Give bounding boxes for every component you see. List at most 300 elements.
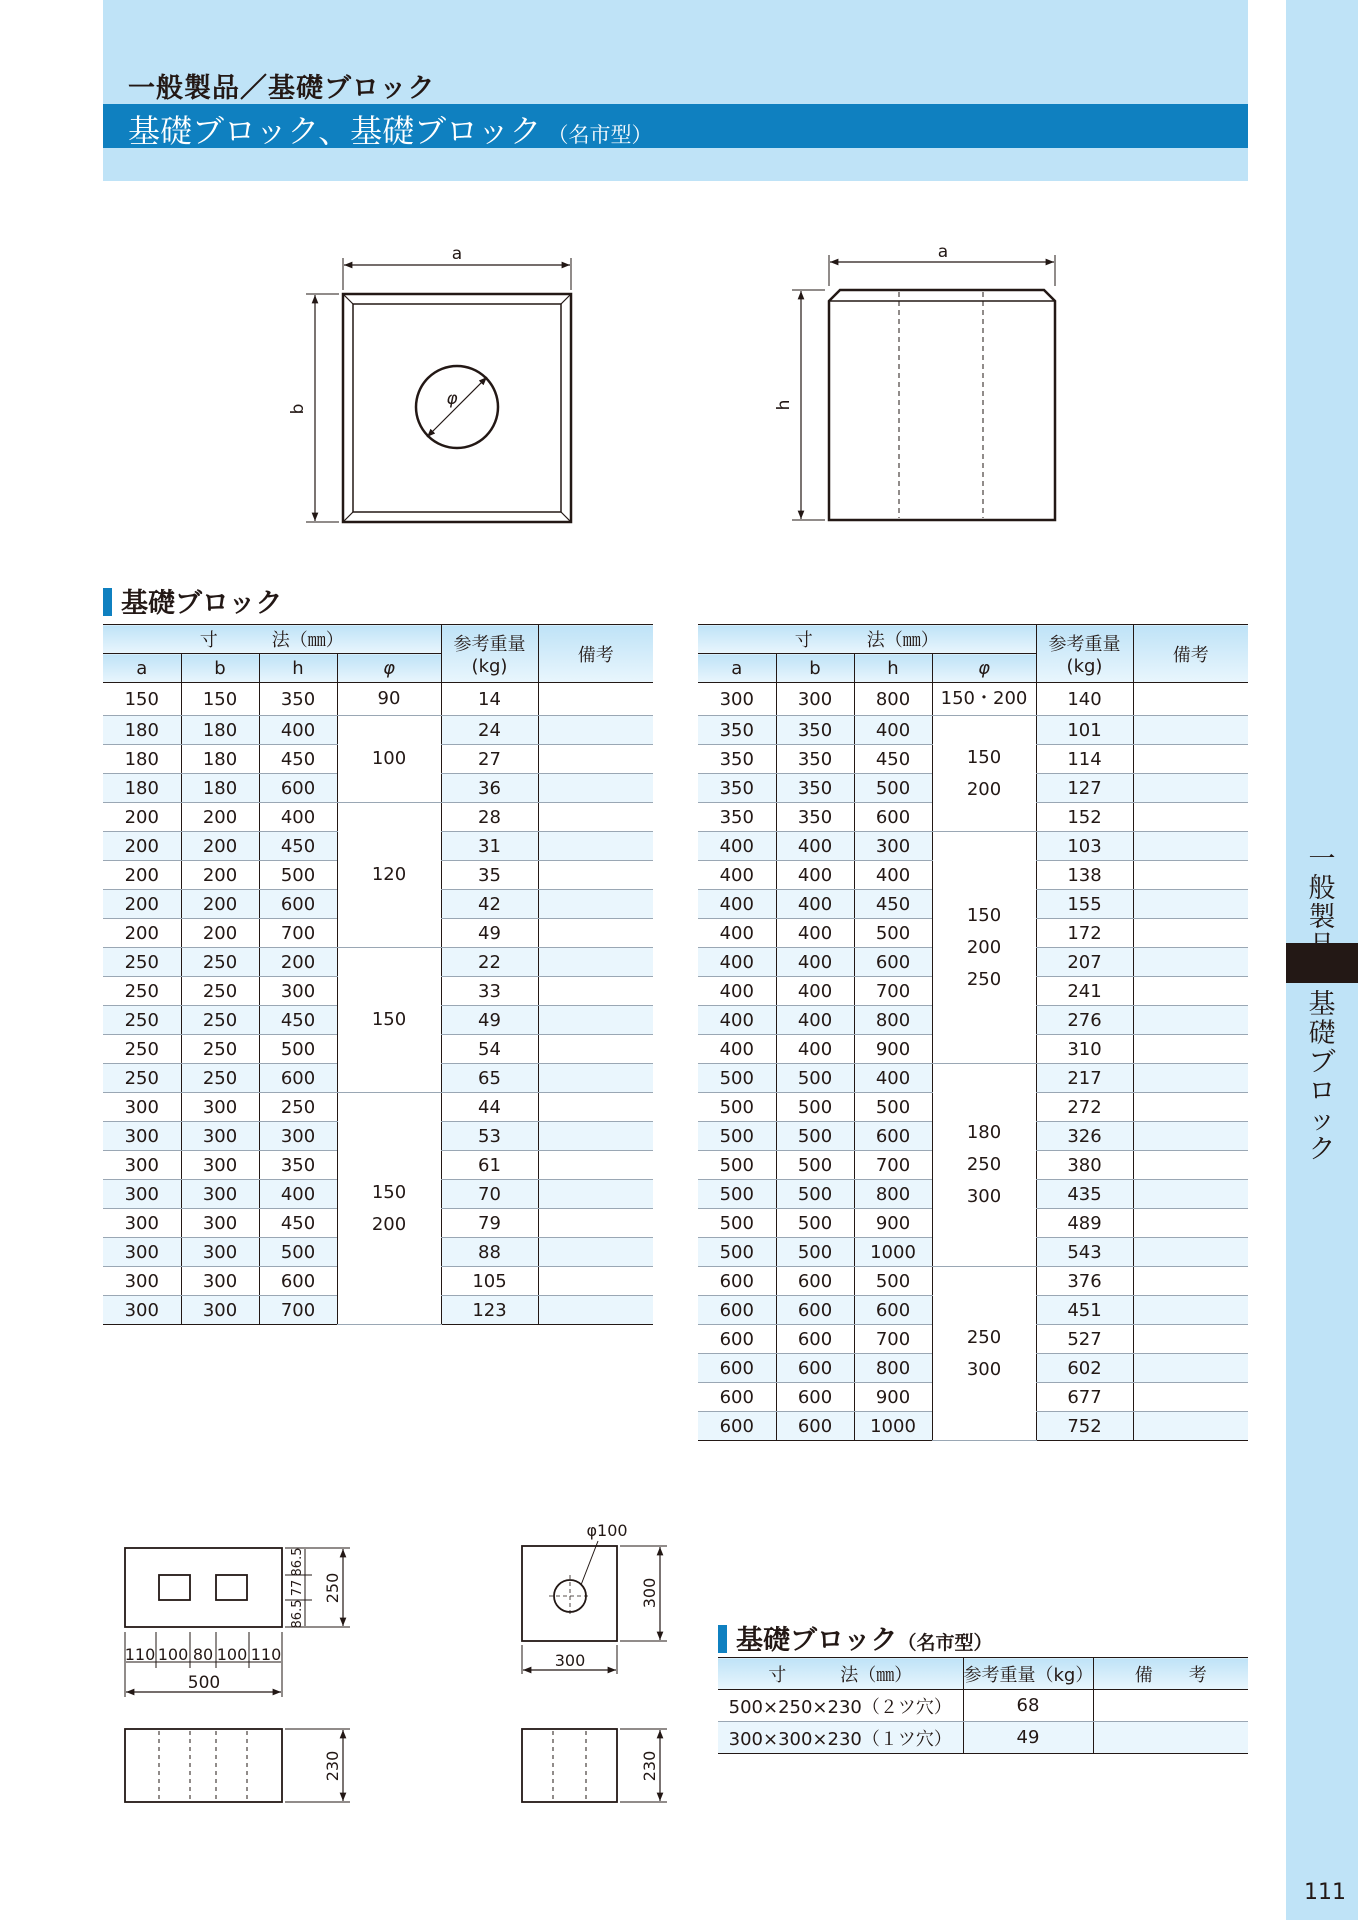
section2-title bbox=[718, 1618, 992, 1657]
side-index-subcategory: 基礎ブロック bbox=[1308, 989, 1336, 1165]
cell-h: 800 bbox=[854, 683, 932, 716]
header-remarks: 備考 bbox=[538, 625, 653, 683]
cell-a: 400 bbox=[698, 948, 776, 977]
cell-weight: 435 bbox=[1036, 1180, 1133, 1209]
cell-b: 400 bbox=[776, 1035, 854, 1064]
cell-h: 400 bbox=[854, 716, 932, 745]
dim-b-label: b bbox=[288, 403, 308, 415]
cell-remarks bbox=[1133, 1267, 1248, 1296]
dim-500: 500 bbox=[187, 1673, 221, 1693]
cell-weight: 677 bbox=[1036, 1383, 1133, 1412]
cell-remarks bbox=[1133, 803, 1248, 832]
cell-weight: 489 bbox=[1036, 1209, 1133, 1238]
table-row bbox=[103, 716, 653, 745]
cell-a: 250 bbox=[103, 1035, 181, 1064]
phi-value: 150 bbox=[371, 1009, 407, 1030]
cell-b: 150 bbox=[181, 683, 259, 716]
cell-phi bbox=[932, 1064, 1036, 1267]
cell-h: 900 bbox=[854, 1035, 932, 1064]
cell-remarks bbox=[538, 919, 653, 948]
cell-b: 350 bbox=[776, 745, 854, 774]
cell-b: 400 bbox=[776, 1006, 854, 1035]
cell-weight: 101 bbox=[1036, 716, 1133, 745]
cell-a: 300 bbox=[103, 1296, 181, 1325]
cell-a: 400 bbox=[698, 890, 776, 919]
cell-remarks bbox=[1133, 1296, 1248, 1325]
cell-remarks bbox=[538, 774, 653, 803]
cell-a: 300 bbox=[698, 683, 776, 716]
meishi-header-remarks: 備 考 bbox=[1093, 1658, 1248, 1690]
header-a: a bbox=[698, 654, 776, 683]
cell-weight: 31 bbox=[441, 832, 538, 861]
cell-remarks bbox=[538, 683, 653, 716]
cell-a: 300 bbox=[103, 1093, 181, 1122]
cell-a: 400 bbox=[698, 1006, 776, 1035]
meishi-header-weight: 参考重量（kg） bbox=[963, 1658, 1093, 1690]
spec-table-left bbox=[103, 624, 653, 1325]
cell-weight: 61 bbox=[441, 1151, 538, 1180]
header-weight-unit: (kg) bbox=[1066, 656, 1103, 677]
cell-remarks bbox=[538, 716, 653, 745]
cell-b: 300 bbox=[181, 1267, 259, 1296]
cell-weight: 155 bbox=[1036, 890, 1133, 919]
dim-230-a: 230 bbox=[323, 1750, 342, 1782]
section2-title-suffix: （名市型） bbox=[897, 1632, 993, 1654]
cell-b: 300 bbox=[181, 1180, 259, 1209]
cell-weight: 42 bbox=[441, 890, 538, 919]
header-weight-label: 参考重量 bbox=[1048, 634, 1121, 655]
cell-weight: 105 bbox=[441, 1267, 538, 1296]
dim-250: 250 bbox=[323, 1572, 342, 1604]
cell-a: 350 bbox=[698, 803, 776, 832]
table-row bbox=[718, 1722, 1248, 1754]
cell-remarks bbox=[1133, 745, 1248, 774]
cell-a: 500 bbox=[698, 1064, 776, 1093]
cell-weight: 14 bbox=[441, 683, 538, 716]
phi-value: 150 bbox=[966, 904, 1002, 926]
cell-a: 200 bbox=[103, 832, 181, 861]
table-row bbox=[103, 948, 653, 977]
cell-remarks bbox=[1133, 1180, 1248, 1209]
cell-weight: 49 bbox=[441, 919, 538, 948]
cell-remarks bbox=[1133, 1412, 1248, 1441]
cell-h: 500 bbox=[854, 919, 932, 948]
cell-h: 700 bbox=[259, 919, 337, 948]
page-title-text: 基礎ブロック、基礎ブロック bbox=[128, 112, 542, 150]
cell-h: 700 bbox=[854, 1151, 932, 1180]
cell-remarks bbox=[1133, 861, 1248, 890]
cell-h: 350 bbox=[259, 1151, 337, 1180]
cell-h: 600 bbox=[854, 803, 932, 832]
cell-h: 500 bbox=[854, 1267, 932, 1296]
cell-h: 500 bbox=[259, 1035, 337, 1064]
header-b: b bbox=[776, 654, 854, 683]
dim-110-right: 110 bbox=[250, 1645, 282, 1664]
cell-h: 500 bbox=[854, 1093, 932, 1122]
cell-b: 600 bbox=[776, 1267, 854, 1296]
cell-b: 300 bbox=[181, 1296, 259, 1325]
cell-remarks bbox=[1133, 774, 1248, 803]
cell-b: 400 bbox=[776, 977, 854, 1006]
cell-weight: 276 bbox=[1036, 1006, 1133, 1035]
cell-b: 250 bbox=[181, 977, 259, 1006]
cell-a: 300 bbox=[103, 1209, 181, 1238]
cell-h: 600 bbox=[259, 774, 337, 803]
cell-weight: 172 bbox=[1036, 919, 1133, 948]
cell-remarks bbox=[1133, 1093, 1248, 1122]
table-row bbox=[698, 683, 1248, 716]
cell-remarks bbox=[1133, 716, 1248, 745]
block-plan-drawing bbox=[306, 258, 571, 522]
cell-weight: 138 bbox=[1036, 861, 1133, 890]
cell-weight: 28 bbox=[441, 803, 538, 832]
dim-110-left: 110 bbox=[124, 1645, 156, 1664]
cell-a: 250 bbox=[103, 977, 181, 1006]
meishi-weight-2: 49 bbox=[963, 1722, 1093, 1754]
cell-a: 400 bbox=[698, 919, 776, 948]
meishi-spec-table bbox=[718, 1657, 1248, 1754]
section-marker bbox=[718, 1625, 727, 1653]
dim-86-5-top: 86.5 bbox=[290, 1547, 305, 1577]
cell-b: 400 bbox=[776, 919, 854, 948]
page-number: 111 bbox=[1304, 1880, 1346, 1905]
cell-h: 600 bbox=[259, 1064, 337, 1093]
cell-weight: 22 bbox=[441, 948, 538, 977]
cell-a: 600 bbox=[698, 1325, 776, 1354]
header-h: h bbox=[854, 654, 932, 683]
cell-h: 300 bbox=[854, 832, 932, 861]
cell-phi bbox=[337, 683, 441, 716]
cell-weight: 49 bbox=[441, 1006, 538, 1035]
cell-phi bbox=[932, 716, 1036, 832]
cell-a: 200 bbox=[103, 919, 181, 948]
cell-a: 200 bbox=[103, 890, 181, 919]
cell-weight: 44 bbox=[441, 1093, 538, 1122]
header-phi: φ bbox=[932, 654, 1036, 683]
cell-remarks bbox=[1133, 1354, 1248, 1383]
cell-remarks bbox=[538, 1238, 653, 1267]
phi-value: 250 bbox=[966, 968, 1002, 990]
cell-a: 500 bbox=[698, 1093, 776, 1122]
cell-h: 250 bbox=[259, 1093, 337, 1122]
cell-phi bbox=[337, 803, 441, 948]
cell-b: 200 bbox=[181, 803, 259, 832]
cell-weight: 114 bbox=[1036, 745, 1133, 774]
cell-remarks bbox=[538, 1209, 653, 1238]
cell-h: 800 bbox=[854, 1180, 932, 1209]
cell-remarks bbox=[1133, 832, 1248, 861]
cell-h: 450 bbox=[259, 1209, 337, 1238]
cell-remarks bbox=[538, 890, 653, 919]
header-weight-label: 参考重量 bbox=[453, 634, 526, 655]
cell-b: 200 bbox=[181, 861, 259, 890]
cell-h: 500 bbox=[854, 774, 932, 803]
dim-phi100: φ100 bbox=[586, 1521, 628, 1540]
table-row bbox=[718, 1690, 1248, 1722]
dim-80: 80 bbox=[192, 1645, 214, 1664]
cell-remarks bbox=[538, 1122, 653, 1151]
cell-h: 700 bbox=[259, 1296, 337, 1325]
cell-remarks bbox=[1133, 1064, 1248, 1093]
cell-b: 400 bbox=[776, 890, 854, 919]
cell-weight: 24 bbox=[441, 716, 538, 745]
cell-weight: 602 bbox=[1036, 1354, 1133, 1383]
cell-a: 500 bbox=[698, 1209, 776, 1238]
cell-weight: 310 bbox=[1036, 1035, 1133, 1064]
meishi-remarks-1 bbox=[1093, 1690, 1248, 1722]
dim-100-right: 100 bbox=[216, 1645, 248, 1664]
phi-value: 120 bbox=[371, 864, 407, 885]
table-row bbox=[698, 1064, 1248, 1093]
header-a: a bbox=[103, 654, 181, 683]
cell-remarks bbox=[1133, 1209, 1248, 1238]
cell-a: 180 bbox=[103, 774, 181, 803]
meishi-header-dims: 寸 法（㎜） bbox=[718, 1658, 963, 1690]
cell-b: 300 bbox=[181, 1093, 259, 1122]
header-weight bbox=[441, 625, 538, 683]
cell-weight: 33 bbox=[441, 977, 538, 1006]
cell-remarks bbox=[1133, 1238, 1248, 1267]
cell-weight: 241 bbox=[1036, 977, 1133, 1006]
cell-h: 300 bbox=[259, 977, 337, 1006]
cell-b: 200 bbox=[181, 832, 259, 861]
cell-a: 250 bbox=[103, 1064, 181, 1093]
cell-weight: 123 bbox=[441, 1296, 538, 1325]
cell-a: 600 bbox=[698, 1267, 776, 1296]
cell-weight: 752 bbox=[1036, 1412, 1133, 1441]
section-marker bbox=[103, 588, 112, 616]
cell-h: 600 bbox=[259, 890, 337, 919]
cell-weight: 326 bbox=[1036, 1122, 1133, 1151]
cell-remarks bbox=[1133, 890, 1248, 919]
cell-h: 500 bbox=[259, 1238, 337, 1267]
section2-title-text: 基礎ブロック bbox=[736, 1625, 898, 1656]
cell-remarks bbox=[538, 1064, 653, 1093]
side-index-category: 一般製 bbox=[1308, 844, 1336, 933]
cell-b: 200 bbox=[181, 919, 259, 948]
cell-a: 350 bbox=[698, 774, 776, 803]
cell-h: 450 bbox=[259, 1006, 337, 1035]
table-row bbox=[103, 683, 653, 716]
cell-remarks bbox=[538, 803, 653, 832]
cell-b: 600 bbox=[776, 1354, 854, 1383]
cell-weight: 543 bbox=[1036, 1238, 1133, 1267]
cell-h: 450 bbox=[259, 745, 337, 774]
meishi-dims-1: 500×250×230（２ツ穴） bbox=[718, 1690, 963, 1722]
table-row bbox=[698, 1267, 1248, 1296]
cell-h: 200 bbox=[259, 948, 337, 977]
spec-table-right bbox=[698, 624, 1248, 1441]
phi-value: 150 bbox=[371, 1181, 407, 1203]
cell-b: 500 bbox=[776, 1180, 854, 1209]
header-h: h bbox=[259, 654, 337, 683]
cell-weight: 207 bbox=[1036, 948, 1133, 977]
cell-b: 500 bbox=[776, 1064, 854, 1093]
header-dims: 寸 法（㎜） bbox=[698, 625, 1036, 654]
cell-a: 300 bbox=[103, 1180, 181, 1209]
cell-phi bbox=[932, 683, 1036, 716]
cell-b: 600 bbox=[776, 1325, 854, 1354]
cell-a: 250 bbox=[103, 948, 181, 977]
cell-weight: 36 bbox=[441, 774, 538, 803]
two-hole-block-side bbox=[125, 1729, 350, 1802]
cell-a: 400 bbox=[698, 832, 776, 861]
cell-a: 350 bbox=[698, 716, 776, 745]
cell-b: 350 bbox=[776, 774, 854, 803]
cell-b: 600 bbox=[776, 1383, 854, 1412]
cell-remarks bbox=[538, 1006, 653, 1035]
cell-b: 300 bbox=[181, 1122, 259, 1151]
cell-remarks bbox=[1133, 1151, 1248, 1180]
phi-value: 300 bbox=[966, 1186, 1002, 1207]
cell-a: 500 bbox=[698, 1122, 776, 1151]
cell-b: 400 bbox=[776, 832, 854, 861]
cell-remarks bbox=[1133, 1006, 1248, 1035]
cell-h: 400 bbox=[854, 861, 932, 890]
header-b: b bbox=[181, 654, 259, 683]
cell-b: 250 bbox=[181, 1035, 259, 1064]
header-phi: φ bbox=[337, 654, 441, 683]
cell-weight: 451 bbox=[1036, 1296, 1133, 1325]
cell-a: 600 bbox=[698, 1412, 776, 1441]
phi-value: 300 bbox=[966, 1358, 1002, 1380]
cell-remarks bbox=[538, 1180, 653, 1209]
phi-value: 250 bbox=[966, 1154, 1002, 1175]
cell-h: 400 bbox=[259, 1180, 337, 1209]
phi-value: 90 bbox=[377, 688, 401, 709]
cell-h: 600 bbox=[854, 1122, 932, 1151]
cell-remarks bbox=[538, 1035, 653, 1064]
section1-title bbox=[103, 581, 282, 620]
dim-77: 77 bbox=[290, 1579, 305, 1597]
cell-remarks bbox=[538, 745, 653, 774]
cell-h: 300 bbox=[259, 1122, 337, 1151]
table-row bbox=[103, 1093, 653, 1122]
cell-phi bbox=[337, 716, 441, 803]
phi-value: 180 bbox=[966, 1122, 1002, 1143]
cell-b: 400 bbox=[776, 861, 854, 890]
table-row bbox=[103, 803, 653, 832]
phi-value: 150・200 bbox=[940, 688, 1028, 709]
dim-86-5-bottom: 86.5 bbox=[290, 1599, 305, 1629]
cell-b: 500 bbox=[776, 1209, 854, 1238]
cell-b: 300 bbox=[181, 1151, 259, 1180]
cell-phi bbox=[337, 948, 441, 1093]
phi-value: 150 bbox=[966, 746, 1002, 768]
header-remarks: 備考 bbox=[1133, 625, 1248, 683]
cell-weight: 152 bbox=[1036, 803, 1133, 832]
cell-remarks bbox=[1133, 1035, 1248, 1064]
cell-a: 500 bbox=[698, 1238, 776, 1267]
cell-remarks bbox=[1133, 1383, 1248, 1412]
two-hole-block-plan bbox=[125, 1548, 350, 1697]
cell-a: 350 bbox=[698, 745, 776, 774]
cell-h: 1000 bbox=[854, 1412, 932, 1441]
meishi-remarks-2 bbox=[1093, 1722, 1248, 1754]
cell-weight: 217 bbox=[1036, 1064, 1133, 1093]
cell-a: 300 bbox=[103, 1122, 181, 1151]
dim-300-height: 300 bbox=[640, 1577, 659, 1609]
phi-value: 200 bbox=[966, 778, 1002, 800]
phi-value: 200 bbox=[371, 1213, 407, 1235]
cell-remarks bbox=[538, 977, 653, 1006]
cell-b: 500 bbox=[776, 1238, 854, 1267]
dim-h-label: h bbox=[774, 399, 794, 411]
cell-phi bbox=[932, 1267, 1036, 1441]
cell-remarks bbox=[1133, 683, 1248, 716]
section1-title-text: 基礎ブロック bbox=[121, 588, 283, 619]
cell-remarks bbox=[538, 1296, 653, 1325]
cell-weight: 35 bbox=[441, 861, 538, 890]
cell-weight: 54 bbox=[441, 1035, 538, 1064]
dim-a-label-2: a bbox=[937, 242, 949, 262]
cell-h: 900 bbox=[854, 1383, 932, 1412]
cell-a: 200 bbox=[103, 861, 181, 890]
cell-weight: 79 bbox=[441, 1209, 538, 1238]
phi-value: 200 bbox=[966, 936, 1002, 958]
header-weight-unit: (kg) bbox=[471, 656, 508, 677]
cell-a: 400 bbox=[698, 861, 776, 890]
cell-weight: 70 bbox=[441, 1180, 538, 1209]
cell-h: 600 bbox=[259, 1267, 337, 1296]
meishi-dims-2: 300×300×230（１ツ穴） bbox=[718, 1722, 963, 1754]
cell-weight: 380 bbox=[1036, 1151, 1133, 1180]
cell-weight: 527 bbox=[1036, 1325, 1133, 1354]
cell-phi bbox=[337, 1093, 441, 1325]
cell-h: 700 bbox=[854, 977, 932, 1006]
cell-b: 600 bbox=[776, 1296, 854, 1325]
cell-a: 600 bbox=[698, 1354, 776, 1383]
cell-a: 400 bbox=[698, 1035, 776, 1064]
cell-weight: 65 bbox=[441, 1064, 538, 1093]
cell-h: 450 bbox=[259, 832, 337, 861]
cell-h: 450 bbox=[854, 745, 932, 774]
cell-weight: 88 bbox=[441, 1238, 538, 1267]
cell-b: 180 bbox=[181, 774, 259, 803]
page-title-suffix: （名市型） bbox=[547, 123, 653, 147]
cell-remarks bbox=[538, 948, 653, 977]
cell-a: 150 bbox=[103, 683, 181, 716]
cell-remarks bbox=[1133, 919, 1248, 948]
cell-b: 300 bbox=[181, 1238, 259, 1267]
cell-a: 500 bbox=[698, 1180, 776, 1209]
cell-weight: 53 bbox=[441, 1122, 538, 1151]
cell-b: 500 bbox=[776, 1122, 854, 1151]
dim-a-label-1: a bbox=[451, 244, 463, 264]
cell-h: 600 bbox=[854, 948, 932, 977]
block-side-drawing bbox=[792, 255, 1055, 520]
cell-a: 600 bbox=[698, 1296, 776, 1325]
cell-a: 200 bbox=[103, 803, 181, 832]
cell-weight: 27 bbox=[441, 745, 538, 774]
cell-b: 180 bbox=[181, 716, 259, 745]
breadcrumb-category: 一般製品／基礎ブロック bbox=[128, 73, 436, 104]
cell-phi bbox=[932, 832, 1036, 1064]
cell-a: 180 bbox=[103, 745, 181, 774]
cell-a: 400 bbox=[698, 977, 776, 1006]
cell-h: 1000 bbox=[854, 1238, 932, 1267]
cell-b: 350 bbox=[776, 716, 854, 745]
cell-b: 200 bbox=[181, 890, 259, 919]
cell-b: 300 bbox=[776, 683, 854, 716]
cell-h: 700 bbox=[854, 1325, 932, 1354]
cell-a: 600 bbox=[698, 1383, 776, 1412]
cell-h: 400 bbox=[259, 716, 337, 745]
cell-a: 300 bbox=[103, 1267, 181, 1296]
cell-remarks bbox=[538, 1151, 653, 1180]
cell-remarks bbox=[538, 1267, 653, 1296]
cell-b: 250 bbox=[181, 1006, 259, 1035]
